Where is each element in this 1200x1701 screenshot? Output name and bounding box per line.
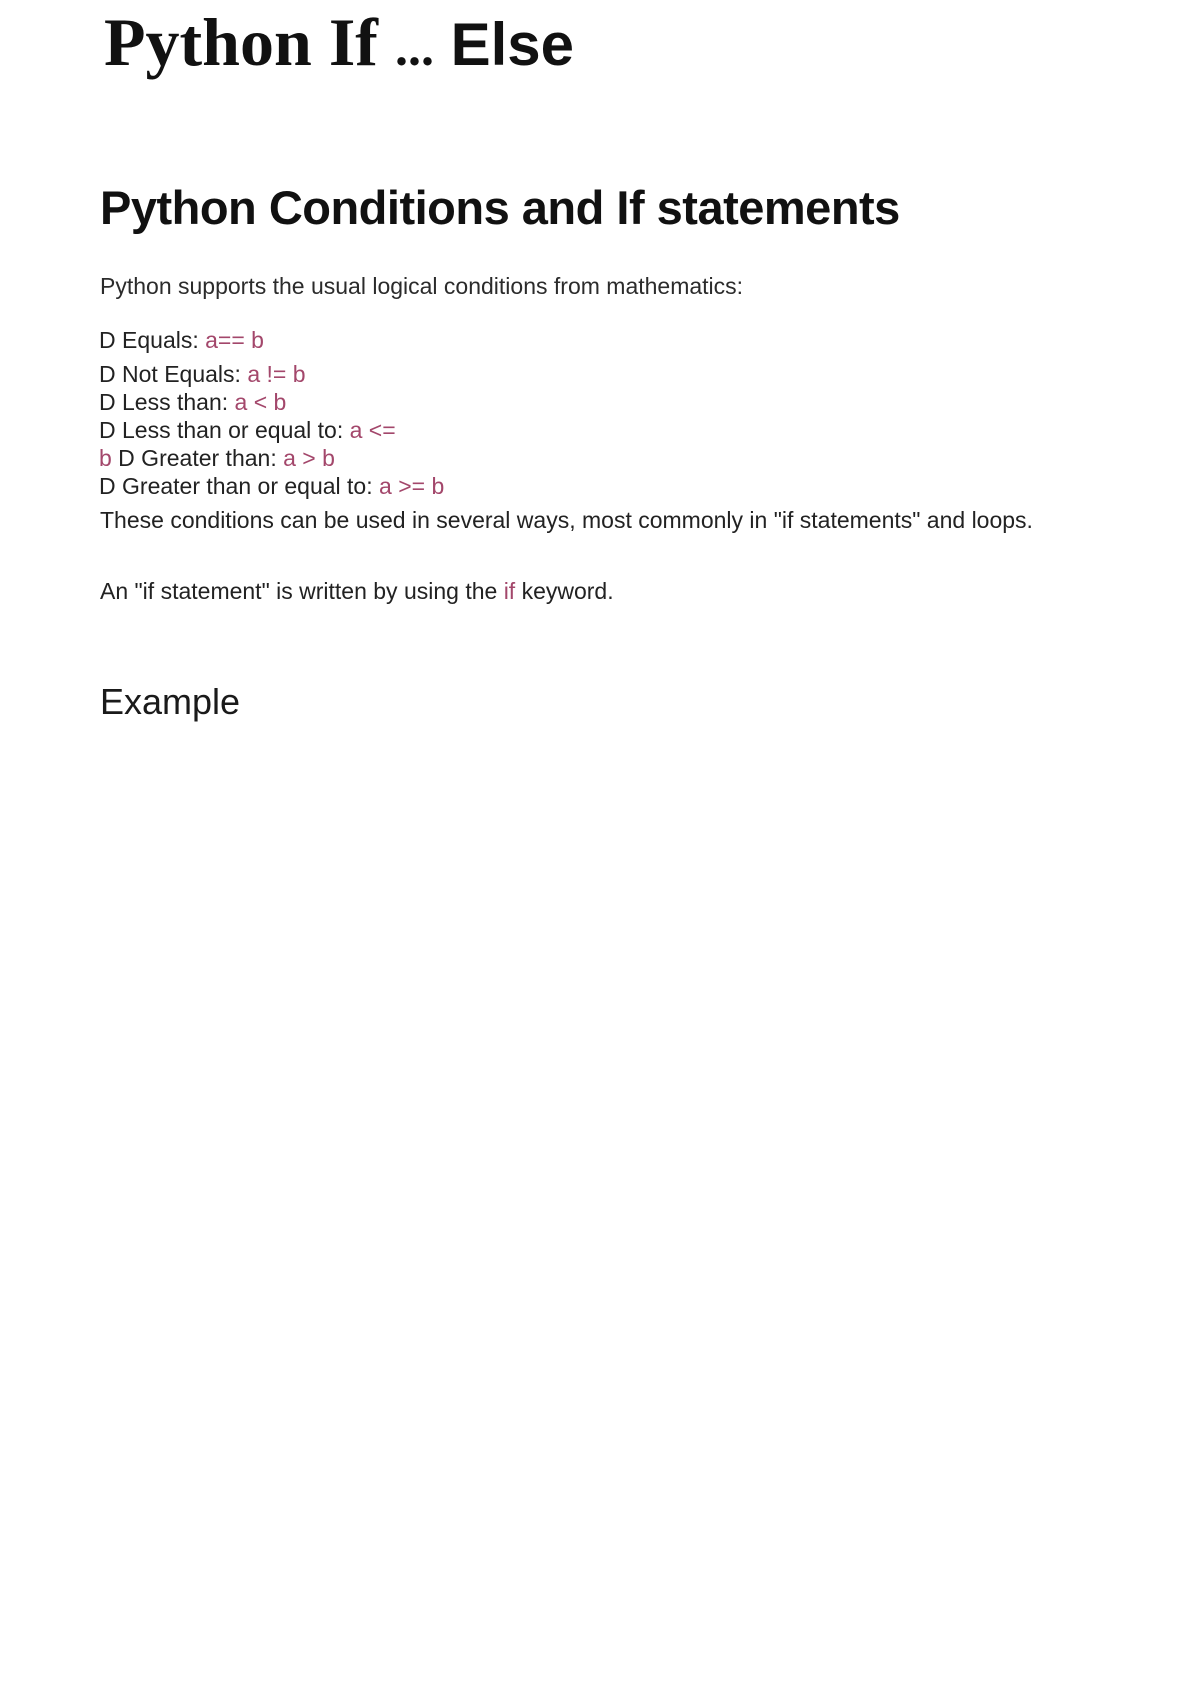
condition-label: Greater than or equal to:	[122, 473, 380, 499]
condition-item-equals	[99, 326, 444, 360]
condition-bullet: D	[99, 417, 116, 443]
conditions-list	[99, 326, 444, 500]
condition-label: Less than or equal to:	[122, 417, 350, 443]
page-title	[104, 0, 574, 91]
condition-code: a== b	[205, 327, 264, 353]
condition-bullet: D	[99, 327, 116, 353]
title-part-1: Python If	[104, 4, 395, 80]
condition-code: a <=	[349, 417, 396, 443]
example-heading: Example	[100, 681, 241, 722]
section-heading: Python Conditions and If statements	[100, 181, 900, 234]
conditions-usage-paragraph: These conditions can be used in several ways, most commonly in "if statements" and loops.	[100, 507, 1033, 533]
condition-label: Less than:	[122, 389, 235, 415]
condition-code: a != b	[247, 361, 306, 387]
condition-label: D Greater than:	[111, 445, 284, 471]
condition-item-less-equal	[99, 416, 444, 444]
condition-item-greater-than	[99, 444, 444, 472]
condition-code: a < b	[234, 389, 287, 415]
condition-bullet: D	[99, 361, 116, 387]
if-statement-paragraph	[100, 574, 1100, 609]
condition-code: a >= b	[379, 473, 445, 499]
if-keyword: if	[503, 578, 516, 604]
title-part-2: Else	[433, 11, 575, 78]
condition-bullet: D	[99, 473, 116, 499]
condition-label: Not Equals:	[122, 361, 248, 387]
intro-text: Python supports the usual logical conditions from mathematics:	[100, 273, 744, 299]
paragraph-text-after: keyword.	[515, 578, 614, 604]
condition-code: a > b	[283, 445, 335, 471]
condition-item-less-than	[99, 388, 444, 416]
condition-bullet: b	[99, 445, 112, 471]
condition-item-greater-equal	[99, 472, 444, 500]
title-ellipsis: ...	[394, 20, 434, 77]
condition-item-not-equals	[99, 360, 444, 388]
paragraph-text-before: An "if statement" is written by using the	[100, 578, 504, 604]
condition-bullet: D	[99, 389, 116, 415]
condition-label: Equals:	[122, 327, 206, 353]
